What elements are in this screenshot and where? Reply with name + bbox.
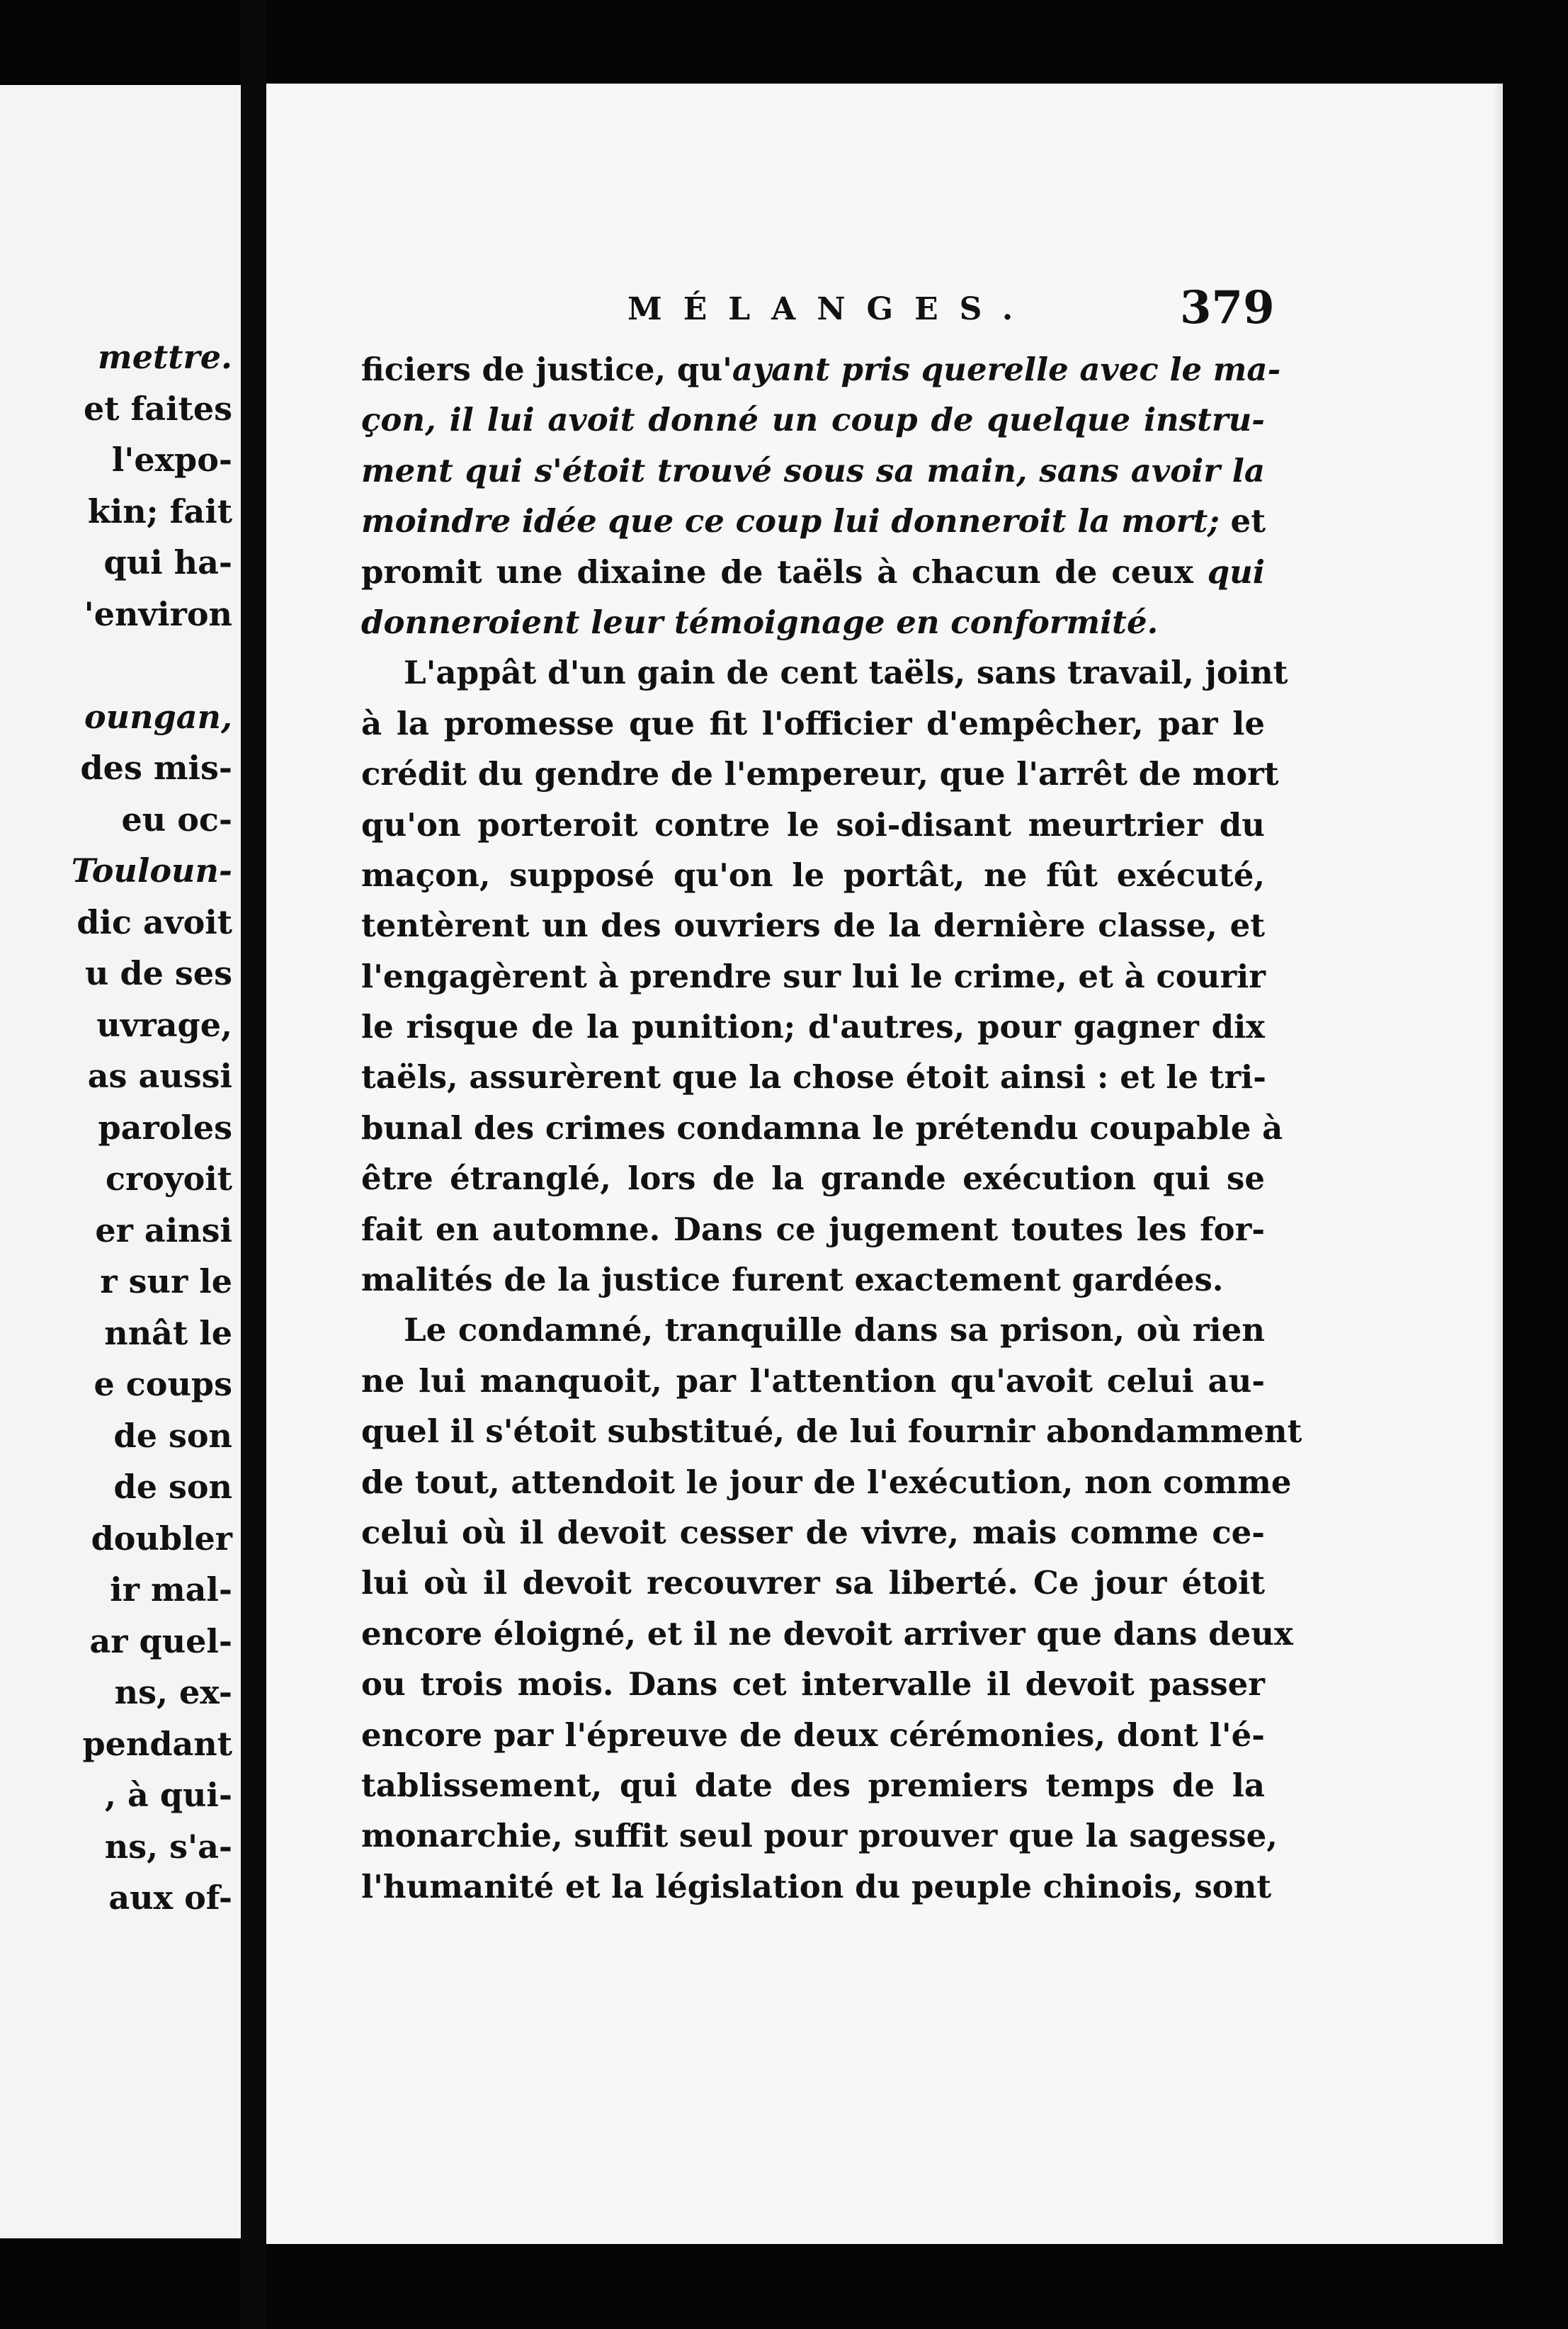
roman-text: celui où il devoit cesser de vivre, mais comme ce- [361, 1513, 1265, 1551]
previous-page-line: croyoit [105, 1160, 232, 1198]
text-line [361, 1457, 1292, 1507]
roman-text: taëls, assurèrent que la chose étoit ainsi : et le tri- [361, 1058, 1266, 1096]
roman-text: l'engagèrent à prendre sur lui le crime, et à courir [361, 957, 1266, 995]
text-line [361, 1609, 1293, 1659]
roman-text: qu'on porteroit contre le soi-disant meurtrier du [361, 805, 1265, 844]
text-line [361, 1204, 1265, 1254]
running-head: MÉLANGES. [627, 291, 1035, 327]
italic-text: moindre idée que ce coup lui donneroit la mort; [361, 502, 1220, 540]
text-line [361, 1558, 1265, 1608]
roman-text: ne lui manquoit, par l'attention qu'avoit celui au- [361, 1361, 1265, 1400]
previous-page-line: 'environ [84, 594, 232, 633]
text-line [361, 597, 1265, 647]
previous-page-line: mettre. [98, 338, 232, 376]
current-page [266, 84, 1503, 2244]
roman-text: l'humanité et la législation du peuple chinois, sont [361, 1867, 1272, 1905]
text-line [361, 395, 1265, 445]
previous-page-line: dic avoit [76, 902, 232, 941]
italic-text: qui [1207, 552, 1265, 591]
text-line [361, 446, 1265, 496]
previous-page [0, 85, 241, 2238]
previous-page-line: u de ses [85, 954, 232, 992]
previous-page-line: des mis- [80, 749, 232, 787]
text-line [361, 547, 1265, 597]
roman-text: de tout, attendoit le jour de l'exécution, non comme [361, 1463, 1292, 1501]
roman-text: tentèrent un des ouvriers de la dernière classe, et [361, 907, 1265, 945]
roman-text: malités de la justice furent exactement gardées. [361, 1261, 1224, 1299]
previous-page-line: , à qui- [104, 1776, 232, 1814]
text-line [361, 1002, 1265, 1052]
roman-text: promit une dixaine de taëls à chacun de ceux [361, 552, 1208, 591]
previous-page-line: ns, s'a- [104, 1827, 232, 1866]
previous-page-line: ns, ex- [114, 1673, 232, 1711]
text-line [361, 1760, 1265, 1810]
text-line [361, 850, 1265, 900]
roman-text: ou trois mois. Dans cet intervalle il devoit passer [361, 1665, 1265, 1704]
previous-page-line: nnât le [104, 1313, 232, 1352]
text-line [361, 1103, 1283, 1153]
page-edge [1493, 84, 1503, 2244]
roman-text: ficiers de justice, qu' [361, 351, 732, 388]
roman-text: être étranglé, lors de la grande exécution qui se [361, 1160, 1265, 1198]
text-line [361, 1507, 1265, 1558]
roman-text: Le condamné, tranquille dans sa prison, où rien [404, 1311, 1265, 1349]
page-header [266, 281, 1503, 342]
roman-text: monarchie, suffit seul pour prouver que la sagesse, [361, 1817, 1278, 1855]
page-number: 379 [1180, 281, 1275, 334]
text-line [361, 1710, 1265, 1760]
roman-text: encore éloigné, et il ne devoit arriver que dans deux [361, 1614, 1293, 1653]
italic-text: ment qui s'étoit trouvé sous sa main, sans avoir la [361, 451, 1265, 489]
previous-page-line: Touloun- [71, 851, 232, 890]
text-line [361, 1406, 1302, 1456]
roman-text: à la promesse que fit l'officier d'empêcher, par le [361, 704, 1265, 742]
previous-page-line: oungan, [84, 697, 232, 736]
previous-page-line: aux of- [108, 1878, 232, 1917]
text-line [361, 1254, 1265, 1305]
roman-text: crédit du gendre de l'empereur, que l'arrêt de mort [361, 755, 1279, 793]
roman-text: fait en automne. Dans ce jugement toutes les for- [361, 1210, 1265, 1248]
previous-page-line: ar quel- [89, 1621, 232, 1660]
previous-page-line: et faites [83, 389, 232, 428]
roman-text: tablissement, qui date des premiers temps de la [361, 1766, 1265, 1804]
roman-text: lui où il devoit recouvrer sa liberté. Ce jour étoit [361, 1564, 1265, 1602]
body-text [361, 344, 1302, 1912]
text-line [361, 1659, 1265, 1709]
text-line [361, 1862, 1272, 1912]
previous-page-line: r sur le [100, 1262, 232, 1300]
previous-page-line: de son [113, 1468, 232, 1506]
previous-page-line: pendant [82, 1724, 232, 1763]
text-line [361, 647, 1288, 698]
roman-text: et [1219, 502, 1266, 540]
previous-page-line: qui ha- [103, 543, 232, 582]
previous-page-line: er ainsi [95, 1211, 232, 1250]
text-line [361, 1153, 1265, 1203]
roman-text: encore par l'épreuve de deux cérémonies, dont l'é- [361, 1716, 1265, 1754]
text-line [361, 1052, 1265, 1102]
text-line [361, 951, 1265, 1002]
roman-text: quel il s'étoit substitué, de lui fournir abondamment [361, 1412, 1302, 1451]
text-line [361, 800, 1265, 850]
previous-page-line: kin; fait [87, 492, 232, 531]
text-line [361, 1810, 1278, 1861]
previous-page-line: eu oc- [121, 800, 232, 839]
text-line [361, 698, 1265, 749]
previous-page-line: doubler [91, 1519, 232, 1558]
previous-page-line: paroles [98, 1108, 232, 1147]
roman-text: L'appât d'un gain de cent taëls, sans travail, joint [404, 654, 1288, 692]
text-line [361, 1356, 1265, 1406]
previous-page-line: ir mal- [110, 1570, 232, 1609]
roman-text: bunal des crimes condamna le prétendu coupable à [361, 1109, 1283, 1147]
italic-text: ayant pris querelle avec le ma- [732, 351, 1281, 388]
previous-page-text [72, 332, 232, 1924]
text-line [361, 900, 1265, 951]
previous-page-line: uvrage, [96, 1005, 232, 1044]
roman-text: maçon, supposé qu'on le portât, ne fût exécuté, [361, 856, 1265, 894]
previous-page-line [72, 640, 232, 691]
book-gutter [241, 0, 266, 2329]
text-line [361, 1305, 1265, 1355]
text-line [361, 344, 1281, 395]
roman-text: le risque de la punition; d'autres, pour gagner dix [361, 1008, 1265, 1046]
previous-page-line: de son [113, 1416, 232, 1455]
italic-text: çon, il lui avoit donné un coup de quelque instru- [361, 401, 1265, 439]
previous-page-line: e coups [93, 1365, 232, 1403]
text-line [361, 749, 1279, 799]
previous-page-line: as aussi [87, 1057, 232, 1095]
previous-page-line: l'expo- [111, 441, 232, 479]
text-line [361, 496, 1265, 546]
italic-text: donneroient leur témoignage en conformité. [361, 603, 1159, 641]
